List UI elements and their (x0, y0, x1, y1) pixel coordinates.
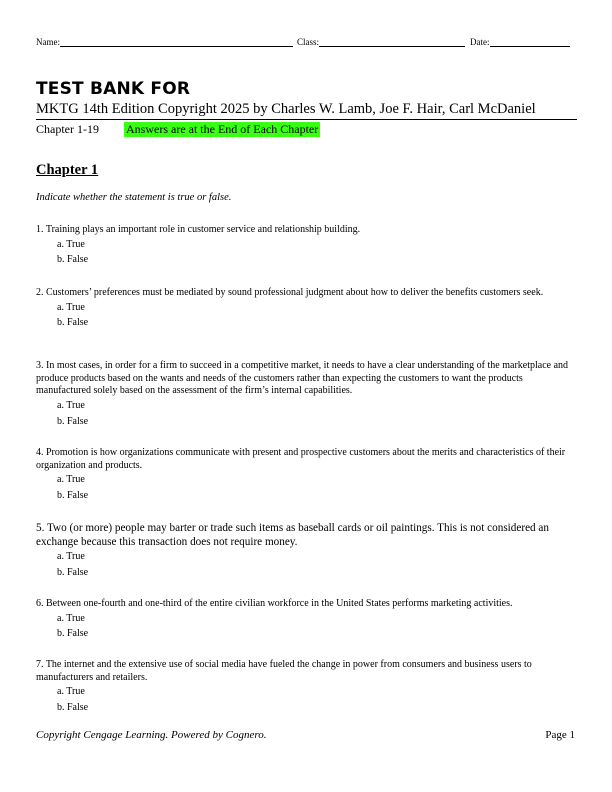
option-true: a. True (57, 686, 85, 698)
title-divider (36, 119, 577, 120)
student-info-header (36, 37, 576, 47)
question-item (36, 224, 576, 268)
chapter-heading: Chapter 1 (36, 162, 99, 178)
class-field[interactable] (319, 37, 465, 47)
option-false: b. False (57, 415, 89, 427)
class-label: Class: (297, 37, 320, 47)
question-stem: 3. In most cases, in order for a firm to succeed in a competitive market, it needs to have a clear understanding of the marketplace and produce products based on the wants and needs of the customers rather than expecting the customers to want the products manufactured solely based on the assessment of the firm’s internal capabilities. (36, 360, 569, 397)
question-item (36, 287, 576, 331)
option-false: b. False (57, 317, 89, 329)
question-stem: 1. Training plays an important role in customer service and relationship building. (36, 224, 361, 235)
name-label: Name: (36, 37, 60, 47)
date-field[interactable] (490, 37, 570, 47)
option-false: b. False (57, 489, 89, 501)
question-item (36, 521, 576, 580)
option-true: a. True (57, 400, 85, 412)
question-item (36, 447, 576, 503)
chapter-range: Chapter 1-19 (36, 122, 99, 136)
question-stem: 2. Customers’ preferences must be mediated by sound professional judgment about how to deliver the benefits customers seek. (36, 287, 544, 298)
document-subtitle: MKTG 14th Edition Copyright 2025 by Charles W. Lamb, Joe F. Hair, Carl McDaniel (36, 101, 536, 117)
option-false: b. False (57, 254, 89, 266)
name-field[interactable] (60, 37, 293, 47)
answers-note-highlight: Answers are at the End of Each Chapter (126, 122, 319, 136)
question-item (36, 659, 576, 715)
option-true: a. True (57, 474, 85, 486)
option-false: b. False (57, 628, 89, 640)
date-label: Date: (470, 37, 490, 47)
question-stem: 5. Two (or more) people may barter or trade such items as baseball cards or oil paintings. This is not considered an exchange because this transaction does not require money. (36, 522, 549, 548)
document-title: TEST BANK FOR (36, 79, 191, 99)
question-item (36, 598, 576, 642)
page-number: Page 1 (545, 729, 575, 741)
question-stem: 4. Promotion is how organizations communicate with present and prospective customers about the merits and characteristics of their organization and products. (36, 447, 566, 471)
question-stem: 7. The internet and the extensive use of social media have fueled the change in power from consumers and business users to manufacturers and retailers. (36, 659, 532, 683)
option-false: b. False (57, 566, 89, 578)
option-true: a. True (57, 301, 85, 313)
option-true: a. True (57, 612, 85, 624)
question-stem: 6. Between one-fourth and one-third of the entire civilian workforce in the United States performs marketing activities. (36, 598, 513, 609)
footer-copyright: Copyright Cengage Learning. Powered by Cognero. (36, 729, 267, 741)
option-false: b. False (57, 701, 89, 713)
option-true: a. True (57, 551, 85, 562)
question-item (36, 360, 576, 429)
option-true: a. True (57, 238, 85, 250)
instructions: Indicate whether the statement is true or false. (36, 192, 232, 203)
